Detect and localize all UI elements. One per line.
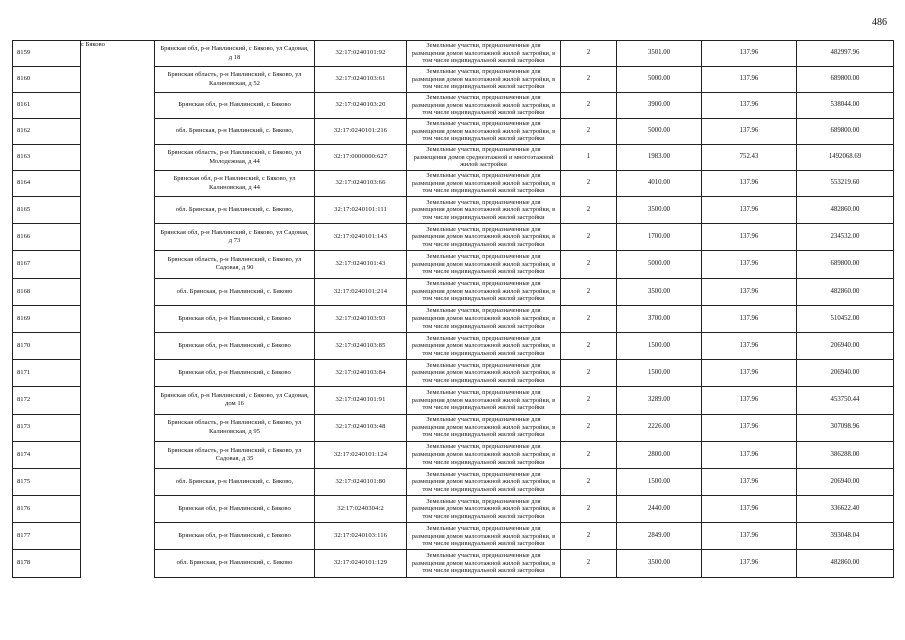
- land-use-cell: Земельные участки, предназначенные для размещения домов малоэтажной жилой застройки, в том числе индивидуальной жилой застройки: [407, 251, 561, 278]
- cadastral-value-cell: 510452.00: [797, 305, 894, 332]
- address-cell: Брянская область, р-н Навлинский, с Бяково, ул Калиновская, д 52: [155, 67, 315, 93]
- settlement-cell: [81, 523, 155, 550]
- cadastral-number-cell: 32:17:0240103:93: [315, 305, 407, 332]
- cadastral-value-cell: 482860.00: [797, 550, 894, 577]
- rate-cell: 137.96: [702, 93, 797, 119]
- settlement-cell: [81, 171, 155, 197]
- area-cell: 1500.00: [617, 360, 702, 387]
- rate-cell: 752.43: [702, 145, 797, 171]
- cadastral-number-cell: 32:17:0240103:116: [315, 523, 407, 550]
- land-use-cell: Земельные участки, предназначенные для размещения домов малоэтажной жилой застройки, в том числе индивидуальной жилой застройки: [407, 414, 561, 441]
- address-cell: Брянская область, р-н Навлинский, с Бяково, ул Молодежная, д 44: [155, 145, 315, 171]
- area-cell: 3500.00: [617, 278, 702, 305]
- address-cell: Брянская обл, р-н Навлинский, с Бяково: [155, 332, 315, 359]
- row-number: 8163: [13, 145, 81, 171]
- address-cell: Брянская обл, р-н Навлинский, с Бяково: [155, 360, 315, 387]
- cadastral-value-cell: 206940.00: [797, 332, 894, 359]
- group-cell: 2: [561, 360, 617, 387]
- area-cell: 2800.00: [617, 441, 702, 468]
- land-use-cell: Земельные участки, предназначенные для размещения домов малоэтажной жилой застройки, в том числе индивидуальной жилой застройки: [407, 224, 561, 251]
- settlement-name: с Бяково: [81, 41, 155, 67]
- address-cell: Брянская обл, р-н Навлинский, с Бяково: [155, 305, 315, 332]
- land-use-cell: Земельные участки, предназначенные для размещения домов малоэтажной жилой застройки, в том числе индивидуальной жилой застройки: [407, 387, 561, 414]
- cadastral-value-cell: 393048.04: [797, 523, 894, 550]
- area-cell: 2440.00: [617, 496, 702, 523]
- group-cell: 2: [561, 332, 617, 359]
- rate-cell: 137.96: [702, 468, 797, 495]
- cadastral-number-cell: 32:17:0240103:48: [315, 414, 407, 441]
- cadastral-value-cell: 482860.00: [797, 278, 894, 305]
- row-number: 8172: [13, 387, 81, 414]
- table-row: [13, 119, 894, 145]
- cadastral-number-cell: 32:17:0240101:43: [315, 251, 407, 278]
- row-number: 8175: [13, 468, 81, 495]
- group-cell: 2: [561, 171, 617, 197]
- area-cell: 4010.00: [617, 171, 702, 197]
- address-cell: обл. Брянская, р-н Навлинский, с. Бяково: [155, 550, 315, 577]
- cadastral-value-cell: 206940.00: [797, 360, 894, 387]
- table-row: [13, 332, 894, 359]
- cadastral-number-cell: 32:17:0240101:129: [315, 550, 407, 577]
- table-row: [13, 414, 894, 441]
- address-cell: обл. Брянская, р-н Навлинский, с. Бяково: [155, 278, 315, 305]
- group-cell: 2: [561, 550, 617, 577]
- group-cell: 2: [561, 414, 617, 441]
- area-cell: 3500.00: [617, 550, 702, 577]
- row-number: 8165: [13, 197, 81, 224]
- address-cell: Брянская обл, р-н Навлинский, с Бяково: [155, 496, 315, 523]
- cadastral-number-cell: 32:17:0240101:143: [315, 224, 407, 251]
- cadastral-number-cell: 32:17:0240103:66: [315, 171, 407, 197]
- row-number: 8171: [13, 360, 81, 387]
- area-cell: 5000.00: [617, 67, 702, 93]
- land-use-cell: Земельные участки, предназначенные для размещения домов малоэтажной жилой застройки, в том числе индивидуальной жилой застройки: [407, 93, 561, 119]
- cadastral-number-cell: 32:17:0240101:111: [315, 197, 407, 224]
- settlement-cell: [81, 305, 155, 332]
- land-use-cell: Земельные участки, предназначенные для размещения домов среднеэтажной и многоэтажной жилой застройки: [407, 145, 561, 171]
- table-row: [13, 41, 894, 67]
- page-number: 486: [872, 17, 887, 28]
- rate-cell: 137.96: [702, 171, 797, 197]
- table-row: [13, 251, 894, 278]
- cadastral-number-cell: 32:17:0240101:214: [315, 278, 407, 305]
- settlement-cell: [81, 387, 155, 414]
- area-cell: 2849.00: [617, 523, 702, 550]
- area-cell: 2226.00: [617, 414, 702, 441]
- address-cell: Брянская область, р-н Навлинский, с Бяково, ул Калиновская, д 95: [155, 414, 315, 441]
- cadastral-value-cell: 482860.00: [797, 197, 894, 224]
- cadastral-value-cell: 1492068.69: [797, 145, 894, 171]
- settlement-cell: [81, 93, 155, 119]
- table-row: [13, 278, 894, 305]
- land-use-cell: Земельные участки, предназначенные для размещения домов малоэтажной жилой застройки, в том числе индивидуальной жилой застройки: [407, 468, 561, 495]
- row-number: 8161: [13, 93, 81, 119]
- cadastral-value-cell: 689800.00: [797, 251, 894, 278]
- cadastral-number-cell: 32:17:0240103:85: [315, 332, 407, 359]
- rate-cell: 137.96: [702, 251, 797, 278]
- group-cell: 2: [561, 387, 617, 414]
- table-row: [13, 496, 894, 523]
- area-cell: 3289.00: [617, 387, 702, 414]
- land-use-cell: Земельные участки, предназначенные для размещения домов малоэтажной жилой застройки, в том числе индивидуальной жилой застройки: [407, 119, 561, 145]
- table-body: [13, 41, 894, 578]
- row-number: 8160: [13, 67, 81, 93]
- table-row: [13, 468, 894, 495]
- settlement-cell: [81, 550, 155, 577]
- table-row: [13, 523, 894, 550]
- area-cell: 3700.00: [617, 305, 702, 332]
- table-row: [13, 67, 894, 93]
- land-valuation-table: [12, 40, 894, 578]
- row-number: 8162: [13, 119, 81, 145]
- row-number: 8178: [13, 550, 81, 577]
- cadastral-number-cell: 32:17:0240103:84: [315, 360, 407, 387]
- settlement-cell: [81, 496, 155, 523]
- group-cell: 2: [561, 305, 617, 332]
- cadastral-value-cell: 206940.00: [797, 468, 894, 495]
- address-cell: Брянская обл, р-н Навлинский, с Бяково: [155, 93, 315, 119]
- row-number: 8174: [13, 441, 81, 468]
- cadastral-number-cell: 32:17:0240101:216: [315, 119, 407, 145]
- group-cell: 2: [561, 67, 617, 93]
- table-row: [13, 360, 894, 387]
- area-cell: 3501.00: [617, 41, 702, 67]
- group-cell: 2: [561, 251, 617, 278]
- table-row: [13, 387, 894, 414]
- rate-cell: 137.96: [702, 441, 797, 468]
- group-cell: 2: [561, 224, 617, 251]
- rate-cell: 137.96: [702, 67, 797, 93]
- area-cell: 5000.00: [617, 251, 702, 278]
- cadastral-value-cell: 386288.00: [797, 441, 894, 468]
- address-cell: Брянская обл, р-н Навлинский, с Бяково: [155, 523, 315, 550]
- group-cell: 2: [561, 197, 617, 224]
- rate-cell: 137.96: [702, 360, 797, 387]
- group-cell: 2: [561, 441, 617, 468]
- rate-cell: 137.96: [702, 496, 797, 523]
- row-number: 8159: [13, 41, 81, 67]
- settlement-cell: [81, 414, 155, 441]
- rate-cell: 137.96: [702, 41, 797, 67]
- rate-cell: 137.96: [702, 414, 797, 441]
- group-cell: 1: [561, 145, 617, 171]
- settlement-cell: [81, 119, 155, 145]
- settlement-cell: [81, 278, 155, 305]
- settlement-cell: [81, 251, 155, 278]
- cadastral-number-cell: 32:17:0240103:61: [315, 67, 407, 93]
- address-cell: обл. Брянская, р-н Навлинский, с. Бяково,: [155, 468, 315, 495]
- table-row: [13, 197, 894, 224]
- group-cell: 2: [561, 523, 617, 550]
- table-row: [13, 224, 894, 251]
- area-cell: 1500.00: [617, 332, 702, 359]
- address-cell: Брянская область, р-н Навлинский, с Бяково, ул Садовая, д 35: [155, 441, 315, 468]
- settlement-cell: [81, 197, 155, 224]
- rate-cell: 137.96: [702, 119, 797, 145]
- row-number: 8167: [13, 251, 81, 278]
- address-cell: Брянская обл, р-н Навлинский, с Бяково, ул Садовая, д 18: [155, 41, 315, 67]
- row-number: 8164: [13, 171, 81, 197]
- cadastral-number-cell: 32:17:0240101:124: [315, 441, 407, 468]
- rate-cell: 137.96: [702, 197, 797, 224]
- settlement-cell: [81, 332, 155, 359]
- table-row: [13, 441, 894, 468]
- cadastral-number-cell: 32:17:0240101:80: [315, 468, 407, 495]
- address-cell: обл. Брянская, р-н Навлинский, с. Бяково,: [155, 119, 315, 145]
- area-cell: 1983.00: [617, 145, 702, 171]
- cadastral-value-cell: 234532.00: [797, 224, 894, 251]
- land-use-cell: Земельные участки, предназначенные для размещения домов малоэтажной жилой застройки, в том числе индивидуальной жилой застройки: [407, 441, 561, 468]
- cadastral-value-cell: 553219.60: [797, 171, 894, 197]
- rate-cell: 137.96: [702, 523, 797, 550]
- land-use-cell: Земельные участки, предназначенные для размещения домов малоэтажной жилой застройки, в том числе индивидуальной жилой застройки: [407, 332, 561, 359]
- cadastral-value-cell: 336622.40: [797, 496, 894, 523]
- cadastral-value-cell: 538044.00: [797, 93, 894, 119]
- address-cell: Брянская область, р-н Навлинский, с Бяково, ул Садовая, д 90: [155, 251, 315, 278]
- row-number: 8177: [13, 523, 81, 550]
- group-cell: 2: [561, 93, 617, 119]
- settlement-cell: [81, 360, 155, 387]
- cadastral-value-cell: 482997.96: [797, 41, 894, 67]
- table-row: [13, 93, 894, 119]
- cadastral-number-cell: 32:17:0000000:627: [315, 145, 407, 171]
- table-row: [13, 305, 894, 332]
- table-row: [13, 550, 894, 577]
- settlement-cell: [81, 67, 155, 93]
- cadastral-number-cell: 32:17:0240103:20: [315, 93, 407, 119]
- row-number: 8173: [13, 414, 81, 441]
- land-use-cell: Земельные участки, предназначенные для размещения домов малоэтажной жилой застройки, в том числе индивидуальной жилой застройки: [407, 550, 561, 577]
- settlement-cell: [81, 224, 155, 251]
- land-use-cell: Земельные участки, предназначенные для размещения домов малоэтажной жилой застройки, в том числе индивидуальной жилой застройки: [407, 67, 561, 93]
- area-cell: 5000.00: [617, 119, 702, 145]
- table-row: [13, 171, 894, 197]
- address-cell: Брянская обл, р-н Навлинский, с Бяково, ул Садовая, д 73: [155, 224, 315, 251]
- rate-cell: 137.96: [702, 332, 797, 359]
- settlement-cell: [81, 468, 155, 495]
- row-number: 8169: [13, 305, 81, 332]
- rate-cell: 137.96: [702, 550, 797, 577]
- land-use-cell: Земельные участки, предназначенные для размещения домов малоэтажной жилой застройки, в том числе индивидуальной жилой застройки: [407, 496, 561, 523]
- settlement-cell: [81, 145, 155, 171]
- land-use-cell: Земельные участки, предназначенные для размещения домов малоэтажной жилой застройки, в том числе индивидуальной жилой застройки: [407, 360, 561, 387]
- rate-cell: 137.96: [702, 387, 797, 414]
- settlement-cell: [81, 441, 155, 468]
- row-number: 8168: [13, 278, 81, 305]
- group-cell: 2: [561, 468, 617, 495]
- land-use-cell: Земельные участки, предназначенные для размещения домов малоэтажной жилой застройки, в том числе индивидуальной жилой застройки: [407, 278, 561, 305]
- cadastral-number-cell: 32:17:0240304:2: [315, 496, 407, 523]
- group-cell: 2: [561, 41, 617, 67]
- cadastral-value-cell: 453750.44: [797, 387, 894, 414]
- group-cell: 2: [561, 119, 617, 145]
- land-use-cell: Земельные участки, предназначенные для размещения домов малоэтажной жилой застройки, в том числе индивидуальной жилой застройки: [407, 305, 561, 332]
- cadastral-number-cell: 32:17:0240101:91: [315, 387, 407, 414]
- row-number: 8170: [13, 332, 81, 359]
- address-cell: обл. Брянская, р-н Навлинский, с. Бяково,: [155, 197, 315, 224]
- area-cell: 1500.00: [617, 468, 702, 495]
- land-use-cell: Земельные участки, предназначенные для размещения домов малоэтажной жилой застройки, в том числе индивидуальной жилой застройки: [407, 523, 561, 550]
- land-use-cell: Земельные участки, предназначенные для размещения домов малоэтажной жилой застройки, в том числе индивидуальной жилой застройки: [407, 197, 561, 224]
- cadastral-value-cell: 307098.96: [797, 414, 894, 441]
- rate-cell: 137.96: [702, 305, 797, 332]
- address-cell: Брянская обл, р-н Навлинский, с Бяково, ул Садовая, дом 16: [155, 387, 315, 414]
- land-use-cell: Земельные участки, предназначенные для размещения домов малоэтажной жилой застройки, в том числе индивидуальной жилой застройки: [407, 171, 561, 197]
- area-cell: 3900.00: [617, 93, 702, 119]
- row-number: 8176: [13, 496, 81, 523]
- table-row: [13, 145, 894, 171]
- group-cell: 2: [561, 496, 617, 523]
- area-cell: 1700.00: [617, 224, 702, 251]
- group-cell: 2: [561, 278, 617, 305]
- cadastral-value-cell: 689800.00: [797, 119, 894, 145]
- address-cell: Брянская обл, р-н Навлинский, с Бяково, ул Калиновская, д 44: [155, 171, 315, 197]
- rate-cell: 137.96: [702, 224, 797, 251]
- area-cell: 3500.00: [617, 197, 702, 224]
- land-use-cell: Земельные участки, предназначенные для размещения домов малоэтажной жилой застройки, в том числе индивидуальной жилой застройки: [407, 41, 561, 67]
- cadastral-value-cell: 689800.00: [797, 67, 894, 93]
- cadastral-number-cell: 32:17:0240101:92: [315, 41, 407, 67]
- rate-cell: 137.96: [702, 278, 797, 305]
- row-number: 8166: [13, 224, 81, 251]
